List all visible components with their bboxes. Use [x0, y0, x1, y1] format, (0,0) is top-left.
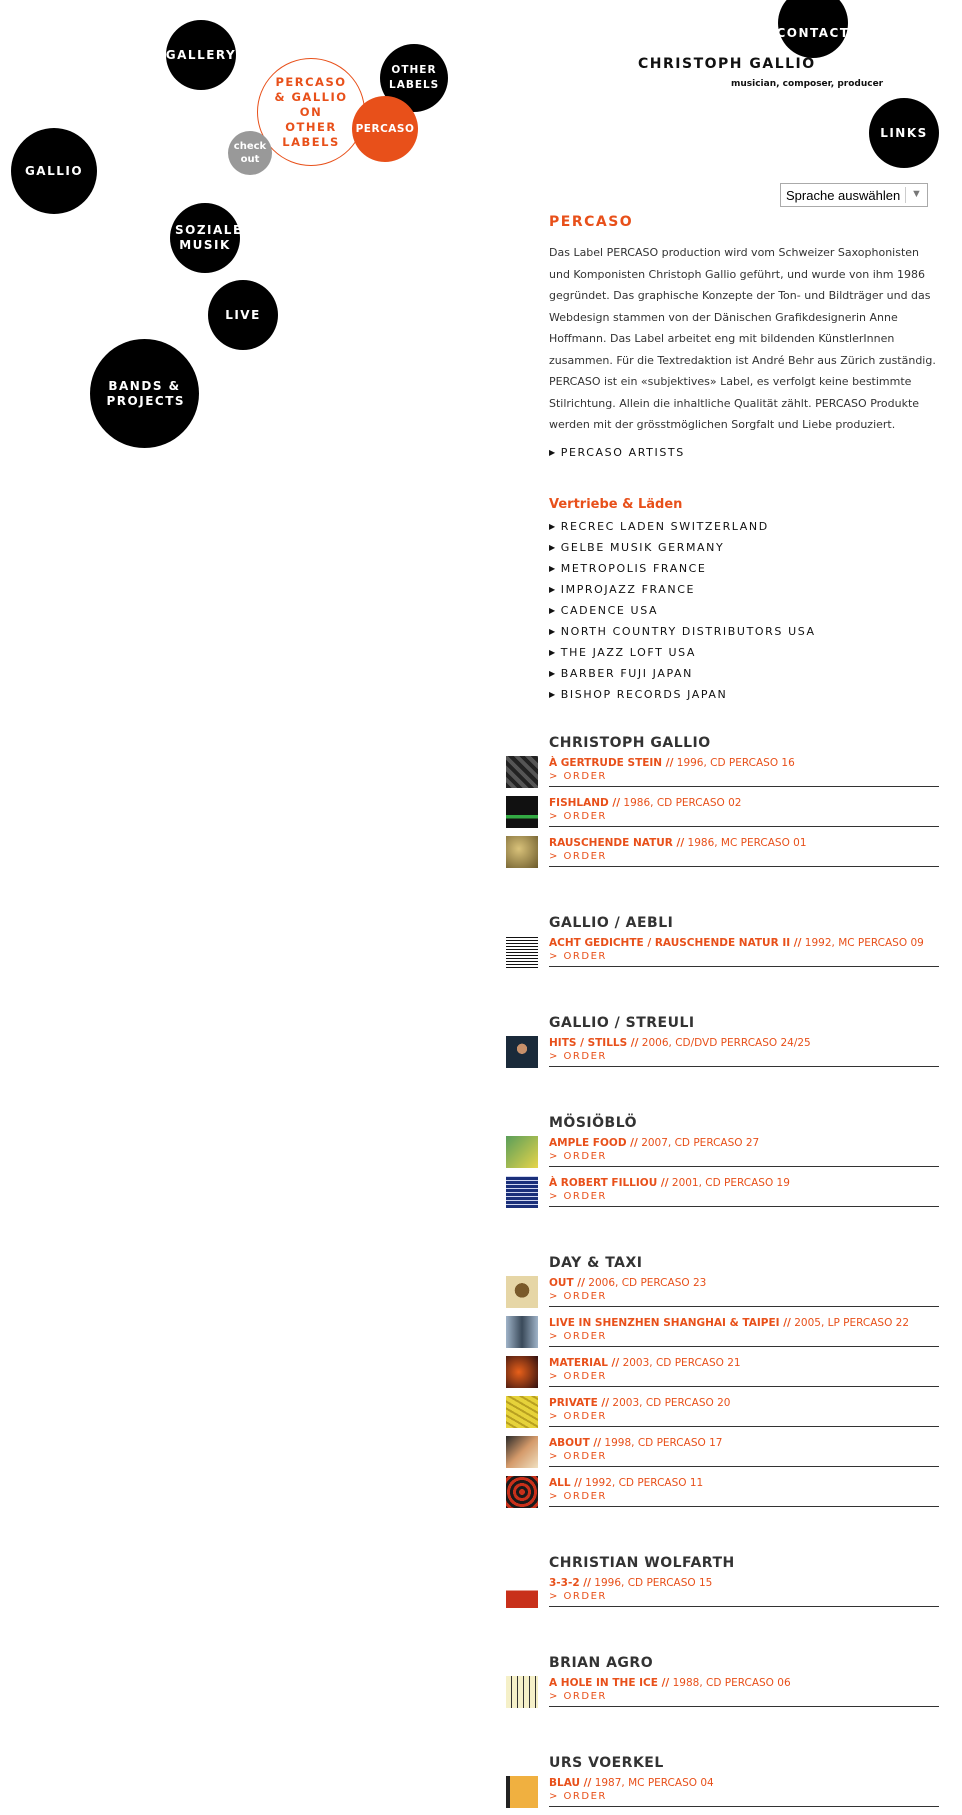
nav-contact-circle[interactable]: [778, 0, 848, 58]
artist-group: [549, 1251, 939, 1515]
release-line: [549, 795, 939, 811]
order-link[interactable]: > ORDER: [549, 770, 607, 782]
release-title[interactable]: A HOLE IN THE ICE //: [549, 1676, 670, 1689]
artist-group: [549, 1011, 939, 1075]
album-cover-thumbnail[interactable]: [506, 1276, 538, 1308]
nav-contact-label: CONTACT: [776, 25, 850, 40]
triangle-right-icon: ▶: [549, 584, 557, 594]
artist-heading: URS VOERKEL: [549, 1754, 664, 1771]
release-divider: [549, 1466, 939, 1467]
artist-group: [549, 1551, 939, 1615]
nav-gallery-circle[interactable]: [166, 20, 236, 90]
vertriebe-link-label: THE JAZZ LOFT USA: [560, 645, 697, 659]
release-line: [549, 1355, 939, 1371]
release-line: [549, 755, 939, 771]
release-divider: [549, 1606, 939, 1607]
release-info: 2005, LP PERCASO 22: [790, 1316, 910, 1329]
nav-soziale-musik-circle[interactable]: [170, 203, 243, 273]
release-row: [549, 935, 939, 975]
order-link[interactable]: > ORDER: [549, 1410, 607, 1422]
release-info: 1996, CD PERCASO 16: [673, 756, 795, 769]
album-cover-thumbnail[interactable]: [506, 1476, 538, 1508]
release-line: [549, 1275, 939, 1291]
percaso-intro: Das Label PERCASO production wird vom Schweizer Saxophonisten und Komponisten Christoph Gallio geführt, und wurde von ihm 1986 gegründet. Das graphische Konzepte der Ton- und Bildträger und das Webdesign stammen von der Dänischen Grafikdesignerin Anne Hoffmann. Das Label arbeitet eng mit bildenden KünstlerInnen zusammen. Für die Textredaktion ist André Behr aus Zürich zuständig. PERCASO ist ein «subjektives» Label, es verfolgt keine bestimmte Stilrichtung. Allein die inhaltliche Qualität zählt. PERCASO Produkte werden mit der grösstmöglichen Sorgfalt und Liebe produziert.: [549, 246, 936, 431]
vertriebe-link-label: BARBER FUJI JAPAN: [560, 666, 693, 680]
ring-label: PERCASO & GALLIO ON OTHER LABELS: [274, 74, 348, 149]
album-cover-thumbnail[interactable]: [506, 836, 538, 868]
album-cover-thumbnail[interactable]: [506, 1776, 538, 1808]
release-row: [549, 755, 939, 795]
vertriebe-link-label: RECREC LADEN SWITZERLAND: [560, 519, 769, 533]
artist-group: [549, 1111, 939, 1215]
nav-gallio-circle[interactable]: [11, 128, 97, 214]
vertriebe-link-label: NORTH COUNTRY DISTRIBUTORS USA: [560, 624, 816, 638]
language-select[interactable]: [780, 183, 928, 207]
nav-gallio-label: GALLIO: [24, 163, 84, 178]
order-link[interactable]: > ORDER: [549, 1490, 607, 1502]
release-row: [549, 1435, 939, 1475]
release-info: 1986, MC PERCASO 01: [684, 836, 807, 849]
discography: [549, 731, 939, 1815]
order-link[interactable]: > ORDER: [549, 1690, 607, 1702]
nav-live-label: LIVE: [225, 307, 261, 322]
triangle-right-icon: ▶: [549, 689, 557, 699]
album-cover-thumbnail[interactable]: [506, 1316, 538, 1348]
percaso-artists-label: PERCASO ARTISTS: [560, 445, 685, 459]
release-divider: [549, 966, 939, 967]
vertriebe-list: [549, 516, 939, 705]
release-line: [549, 1775, 939, 1791]
release-row: [549, 1175, 939, 1215]
order-link[interactable]: > ORDER: [549, 850, 607, 862]
release-divider: [549, 1386, 939, 1387]
order-link[interactable]: > ORDER: [549, 1370, 607, 1382]
percaso-gallio-ring: [257, 58, 365, 166]
release-title[interactable]: HITS / STILLS //: [549, 1036, 639, 1049]
nav-links-circle[interactable]: [869, 98, 939, 168]
release-row: [549, 1675, 939, 1715]
release-title[interactable]: ALL //: [549, 1476, 582, 1489]
triangle-right-icon: ▶: [549, 605, 557, 615]
vertriebe-link-label: METROPOLIS FRANCE: [560, 561, 707, 575]
release-info: 1998, CD PERCASO 17: [601, 1436, 723, 1449]
vertriebe-link[interactable]: [549, 600, 939, 621]
release-title[interactable]: AMPLE FOOD //: [549, 1136, 638, 1149]
release-title[interactable]: À ROBERT FILLIOU //: [549, 1176, 669, 1189]
order-link[interactable]: > ORDER: [549, 810, 607, 822]
nav-soziale-musik-label: SOZIALE MUSIK: [175, 223, 243, 252]
release-title[interactable]: ABOUT //: [549, 1436, 602, 1449]
release-divider: [549, 1506, 939, 1507]
release-row: [549, 1575, 939, 1615]
order-link[interactable]: > ORDER: [549, 950, 607, 962]
release-info: 1992, CD PERCASO 11: [581, 1476, 704, 1489]
release-row: [549, 1355, 939, 1395]
release-divider: [549, 1426, 939, 1427]
artist-heading: BRIAN AGRO: [549, 1654, 654, 1671]
album-cover-thumbnail[interactable]: [506, 796, 538, 828]
release-row: [549, 1135, 939, 1175]
album-cover-thumbnail[interactable]: [506, 1576, 538, 1608]
release-info: 1992, MC PERCASO 09: [801, 936, 924, 949]
release-row: [549, 1315, 939, 1355]
percaso-heading: PERCASO: [549, 214, 634, 230]
release-divider: [549, 866, 939, 867]
release-row: [549, 1035, 939, 1075]
vertriebe-link-label: GELBE MUSIK GERMANY: [560, 540, 725, 554]
vertriebe-link[interactable]: [549, 537, 939, 558]
vertriebe-link[interactable]: [549, 516, 939, 537]
album-cover-thumbnail[interactable]: [506, 1036, 538, 1068]
album-cover-thumbnail[interactable]: [506, 756, 538, 788]
nav-other-labels-label: OTHER LABELS: [389, 64, 440, 91]
artist-heading: DAY & TAXI: [549, 1254, 643, 1271]
release-line: [549, 1035, 939, 1051]
release-row: [549, 795, 939, 835]
artist-heading: CHRISTIAN WOLFARTH: [549, 1554, 735, 1571]
dropdown-arrow-icon: ▼: [911, 188, 922, 200]
artist-heading: GALLIO / AEBLI: [549, 914, 674, 931]
release-line: [549, 1675, 939, 1691]
release-divider: [549, 1706, 939, 1707]
release-divider: [549, 826, 939, 827]
site-title: CHRISTOPH GALLIO: [638, 56, 816, 72]
artist-group: [549, 1651, 939, 1715]
release-row: [549, 1775, 939, 1815]
release-divider: [549, 1346, 939, 1347]
order-link[interactable]: > ORDER: [549, 1150, 607, 1162]
release-line: [549, 1175, 939, 1191]
album-cover-thumbnail[interactable]: [506, 1356, 538, 1388]
release-title[interactable]: ACHT GEDICHTE / RAUSCHENDE NATUR II //: [549, 936, 802, 949]
triangle-right-icon: ▶: [549, 647, 557, 657]
release-title[interactable]: 3-3-2 //: [549, 1576, 591, 1589]
artist-heading: CHRISTOPH GALLIO: [549, 734, 711, 751]
order-link[interactable]: > ORDER: [549, 1290, 607, 1302]
nav-percaso-circle[interactable]: [352, 96, 418, 162]
release-title[interactable]: RAUSCHENDE NATUR //: [549, 836, 685, 849]
release-title[interactable]: BLAU //: [549, 1776, 592, 1789]
release-row: [549, 1475, 939, 1515]
vertriebe-link[interactable]: [549, 663, 939, 684]
release-info: 2006, CD/DVD PERRCASO 24/25: [638, 1036, 811, 1049]
album-cover-thumbnail[interactable]: [506, 1136, 538, 1168]
release-title[interactable]: PRIVATE //: [549, 1396, 610, 1409]
release-info: 2003, CD PERCASO 21: [619, 1356, 741, 1369]
release-line: [549, 1135, 939, 1151]
release-line: [549, 1475, 939, 1491]
release-info: 2006, CD PERCASO 23: [584, 1276, 707, 1289]
triangle-right-icon: ▶: [549, 626, 557, 636]
release-title[interactable]: À GERTRUDE STEIN //: [549, 756, 674, 769]
language-select-value: Sprache auswählen: [786, 188, 901, 203]
vertriebe-link-label: IMPROJAZZ FRANCE: [560, 582, 696, 596]
release-line: [549, 1435, 939, 1451]
release-title[interactable]: MATERIAL //: [549, 1356, 620, 1369]
order-link[interactable]: > ORDER: [549, 1050, 607, 1062]
vertriebe-link[interactable]: [549, 579, 939, 600]
release-row: [549, 1395, 939, 1435]
release-row: [549, 835, 939, 875]
release-info: 2001, CD PERCASO 19: [668, 1176, 790, 1189]
artist-heading: MÖSIÖBLÖ: [549, 1114, 638, 1131]
triangle-right-icon: ▶: [549, 521, 557, 531]
album-cover-thumbnail[interactable]: [506, 936, 538, 968]
main-content: [549, 214, 939, 1815]
release-info: 2007, CD PERCASO 27: [637, 1136, 760, 1149]
release-title[interactable]: LIVE IN SHENZHEN SHANGHAI & TAIPEI //: [549, 1316, 791, 1329]
nav-links-label: LINKS: [880, 125, 928, 140]
vertriebe-link[interactable]: [549, 684, 939, 705]
order-link[interactable]: > ORDER: [549, 1330, 607, 1342]
artist-group: [549, 731, 939, 875]
artist-group: [549, 911, 939, 975]
triangle-right-icon: ▶: [549, 447, 557, 457]
release-divider: [549, 1166, 939, 1167]
release-divider: [549, 1806, 939, 1807]
vertriebe-link-label: CADENCE USA: [560, 603, 659, 617]
check-out-label: check out: [233, 141, 267, 165]
artist-heading: GALLIO / STREULI: [549, 1014, 695, 1031]
release-divider: [549, 1306, 939, 1307]
nav-percaso-label: PERCASO: [355, 122, 415, 135]
percaso-artists-link[interactable]: [549, 442, 939, 463]
order-link[interactable]: > ORDER: [549, 1450, 607, 1462]
vertriebe-heading: Vertriebe & Läden: [549, 496, 683, 512]
release-info: 2003, CD PERCASO 20: [609, 1396, 731, 1409]
release-info: 1986, CD PERCASO 02: [620, 796, 742, 809]
release-info: 1988, CD PERCASO 06: [669, 1676, 791, 1689]
release-title[interactable]: OUT //: [549, 1276, 585, 1289]
release-line: [549, 935, 939, 951]
triangle-right-icon: ▶: [549, 542, 557, 552]
nav-bands-projects-circle[interactable]: [90, 339, 199, 448]
release-line: [549, 1575, 939, 1591]
release-divider: [549, 1206, 939, 1207]
nav-live-circle[interactable]: [208, 280, 278, 350]
triangle-right-icon: ▶: [549, 668, 557, 678]
site-subtitle: musician, composer, producer: [731, 79, 884, 89]
vertriebe-link-label: BISHOP RECORDS JAPAN: [560, 687, 728, 701]
release-info: 1996, CD PERCASO 15: [590, 1576, 713, 1589]
release-title[interactable]: FISHLAND //: [549, 796, 621, 809]
order-link[interactable]: > ORDER: [549, 1590, 607, 1602]
language-select-divider: [905, 187, 906, 203]
vertriebe-link[interactable]: [549, 642, 939, 663]
nav-gallery-label: GALLERY: [165, 47, 237, 62]
album-cover-thumbnail[interactable]: [506, 1436, 538, 1468]
release-divider: [549, 786, 939, 787]
triangle-right-icon: ▶: [549, 563, 557, 573]
release-line: [549, 1315, 939, 1331]
order-link[interactable]: > ORDER: [549, 1790, 607, 1802]
release-line: [549, 1395, 939, 1411]
vertriebe-link[interactable]: [549, 558, 939, 579]
artist-group: [549, 1751, 939, 1815]
check-out-button[interactable]: [228, 131, 272, 175]
release-info: 1987, MC PERCASO 04: [591, 1776, 714, 1789]
album-cover-thumbnail[interactable]: [506, 1176, 538, 1208]
release-divider: [549, 1066, 939, 1067]
album-cover-thumbnail[interactable]: [506, 1396, 538, 1428]
vertriebe-link[interactable]: [549, 621, 939, 642]
album-cover-thumbnail[interactable]: [506, 1676, 538, 1708]
release-row: [549, 1275, 939, 1315]
release-line: [549, 835, 939, 851]
order-link[interactable]: > ORDER: [549, 1190, 607, 1202]
nav-bands-projects-label: BANDS & PROJECTS: [106, 378, 186, 408]
